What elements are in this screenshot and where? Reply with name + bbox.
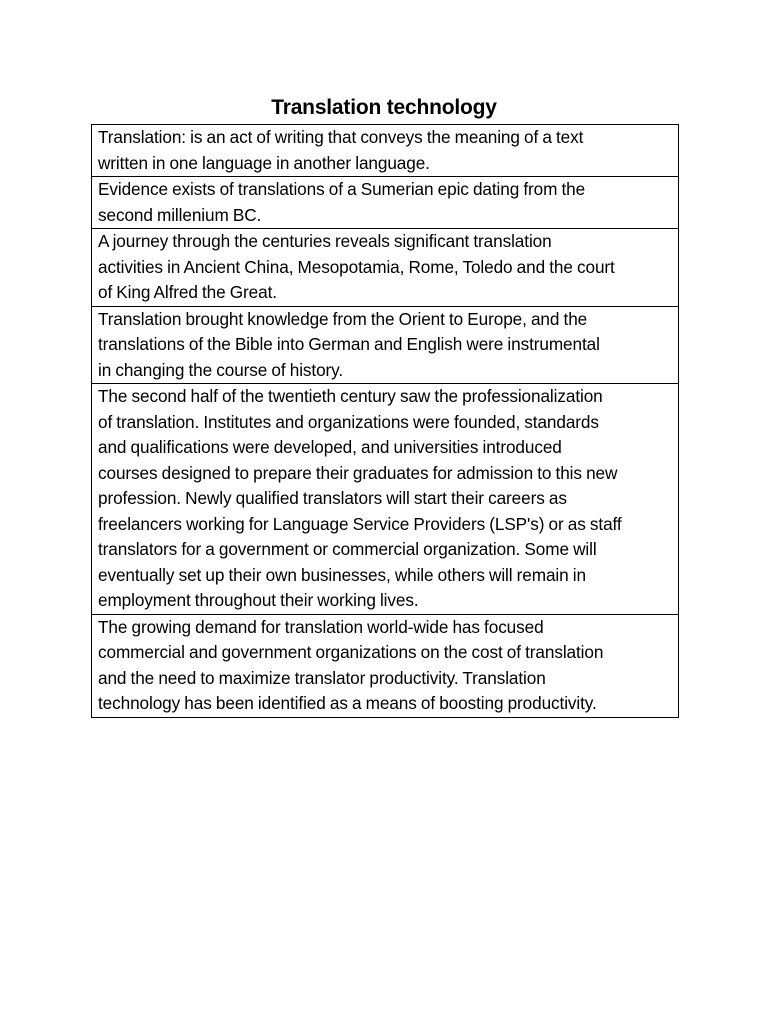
table-row-sumerian-evidence: Evidence exists of translations of a Sumerian epic dating from the second millenium BC.: [92, 176, 678, 228]
table-row-productivity: The growing demand for translation world-wide has focused commercial and government organizations on the cost of translation and the need to maximize translator productivity. Translation technology has been identified as a means of boosting productivity.: [92, 614, 678, 717]
table-row-professionalization: The second half of the twentieth century saw the professionalization of translation. Institutes and organizations were founded, standards and qualifications were developed, and universities introduced courses designed to prepare their graduates for admission to this new profession. Newly qualified translators will start their careers as freelancers working for Language Service Providers (LSP's) or as staff translators for a government or commercial organization. Some will eventually set up their own businesses, while others will remain in employment throughout their working lives.: [92, 383, 678, 614]
page-title: Translation technology: [271, 96, 497, 119]
table-row-historical-journey: A journey through the centuries reveals significant translation activities in Ancient China, Mesopotamia, Rome, Toledo and the court of King Alfred the Great.: [92, 228, 678, 306]
table-row-definition: Translation: is an act of writing that conveys the meaning of a text written in one language in another language.: [98, 127, 584, 173]
table-row-bible-translations: Translation brought knowledge from the Orient to Europe, and the translations of the Bible into German and English were instrumental in changing the course of history.: [92, 306, 678, 384]
content-table: [91, 124, 679, 718]
